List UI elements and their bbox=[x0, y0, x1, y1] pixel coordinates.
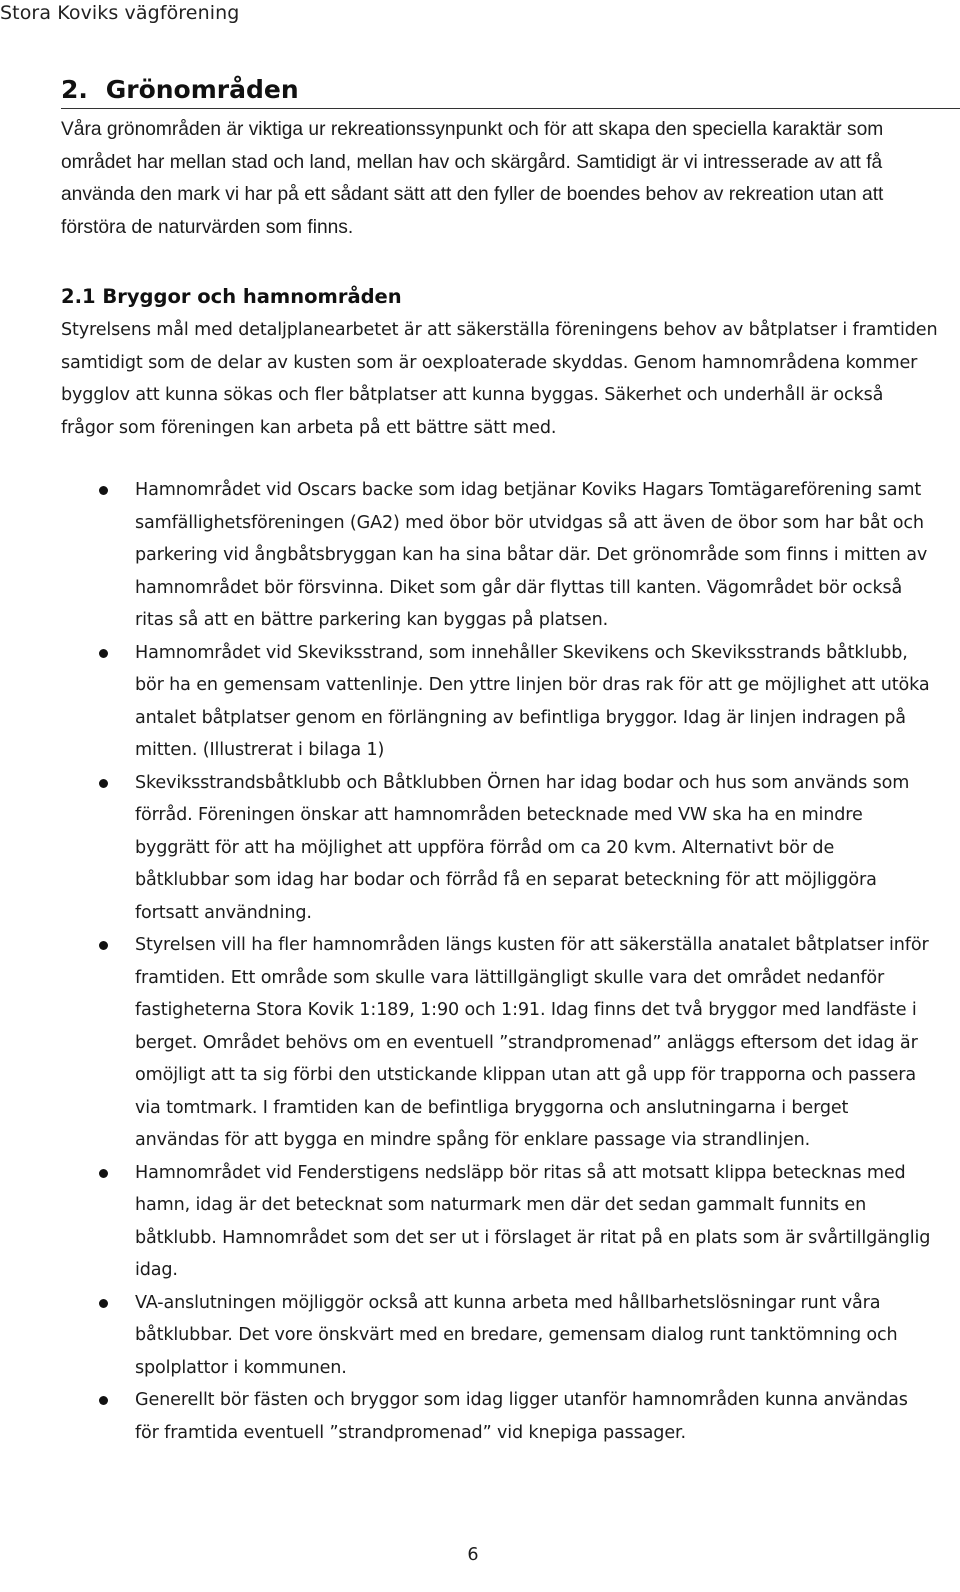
page-number: 6 bbox=[467, 1545, 479, 1565]
list-item-text: Hamnområdet vid Oscars backe som idag betjänar Koviks Hagars Tomtägareförening samt samfällighetsföreningen (GA2) med öbor bör utvidgas så att även de öbor som har båt och parkering vid ångbåtsbryggan kan ha sina båtar där. Det grönområde som finns i mitten av hamnområdet bör försvinna. Diket som går där flyttas till kanten. Vägområdet bör också ritas så att en bättre parkering kan byggas på platsen. bbox=[135, 480, 928, 630]
list-item bbox=[0, 767, 940, 930]
list-item-text: VA-anslutningen möjliggör också att kunna arbeta med hållbarhetslösningar runt våra båtklubbar. Det vore önskvärt med en bredare, gemensam dialog runt tanktömning och spolplattor i kommunen. bbox=[135, 1292, 898, 1378]
section-heading bbox=[61, 72, 960, 109]
bullet-icon bbox=[99, 941, 108, 950]
list-item-text: Styrelsen vill ha fler hamnområden längs kusten för att säkerställa anatalet båtplatser inför framtiden. Ett område som skulle vara lättillgängligt skulle vara det området nedanför fastigheterna Stora Kovik 1:189, 1:90 och 1:91. Idag finns det två bryggor med landfäste i berget. Området behövs om en eventuell ”strandpromenad” anläggs eftersom det idag är omöjligt att ta sig förbi den utstickande klippan utan att gå upp för trapporna och passera via tomtmark. I framtiden kan de befintliga bryggorna och anslutningarna i berget användas för att bygga en mindre spång för enklare passage via strandlinjen. bbox=[135, 935, 929, 1150]
intro-paragraph: Våra grönområden är viktiga ur rekreationssynpunkt och för att skapa den speciella karaktär som området har mellan stad och land, mellan hav och skärgård. Samtidigt är vi intresserade av att få använda den mark vi har på ett sådant sätt att den fyller de boendes behov av rekreation utan att förstöra de naturvärden som finns. bbox=[61, 119, 884, 238]
bullet-icon bbox=[99, 1396, 108, 1405]
bullet-list bbox=[0, 474, 940, 1449]
bullet-icon bbox=[99, 486, 108, 495]
section-number: 2. bbox=[61, 75, 88, 104]
list-item bbox=[0, 474, 940, 637]
bullet-icon bbox=[99, 779, 108, 788]
subsection-heading: 2.1 Bryggor och hamnområden bbox=[61, 285, 402, 308]
subsection-body bbox=[61, 314, 941, 444]
list-item-text: Hamnområdet vid Skeviksstrand, som innehåller Skevikens och Skeviksstrands båtklubb, bör ha en gemensam vattenlinje. Den yttre linjen bör dras rak för att ge möjlighet att utöka antalet båtplatser genom en förlängning av befintliga bryggor. Idag är linjen indragen på mitten. (Illustrerat i bilaga 1) bbox=[135, 642, 930, 760]
section-intro bbox=[61, 114, 941, 244]
list-item bbox=[0, 929, 940, 1157]
subsection-paragraph: Styrelsens mål med detaljplanearbetet är att säkerställa föreningens behov av båtplatser i framtiden samtidigt som de delar av kusten som är oexploaterade skyddas. Genom hamnområdena kommer bygglov att kunna sökas och fler båtplatser att kunna byggas. Säkerhet och underhåll är också frågor som föreningen kan arbeta på ett bättre sätt med. bbox=[61, 320, 938, 438]
list-item-text: Hamnområdet vid Fenderstigens nedsläpp bör ritas så att motsatt klippa betecknas med hamn, idag är det betecknat som naturmark men där det sedan gammalt funnits en båtklubb. Hamnområdet som det ser ut i förslaget är ritat på en plats som är svårtillgänglig idag. bbox=[135, 1162, 931, 1280]
bullet-icon bbox=[99, 1299, 108, 1308]
list-item-text: Skeviksstrandsbåtklubb och Båtklubben Örnen har idag bodar och hus som används som förråd. Föreningen önskar att hamnområden betecknade med VW ska ha en mindre byggrätt för att ha möjlighet att uppföra förråd om ca 20 kvm. Alternativt bör de båtklubbar som idag har bodar och förråd få en separat beteckning för att möjliggöra fortsatt användning. bbox=[135, 772, 910, 923]
list-item bbox=[0, 1157, 940, 1287]
list-item bbox=[0, 637, 940, 767]
document-header: Stora Koviks vägförening bbox=[0, 2, 240, 24]
list-item-text: Generellt bör fästen och bryggor som idag ligger utanför hamnområden kunna användas för framtida eventuell ”strandpromenad” vid knepiga passager. bbox=[135, 1390, 908, 1443]
bullet-icon bbox=[99, 649, 108, 658]
section-title: Grönområden bbox=[105, 75, 299, 104]
list-item bbox=[0, 1384, 940, 1449]
list-item bbox=[0, 1287, 940, 1385]
bullet-icon bbox=[99, 1169, 108, 1178]
